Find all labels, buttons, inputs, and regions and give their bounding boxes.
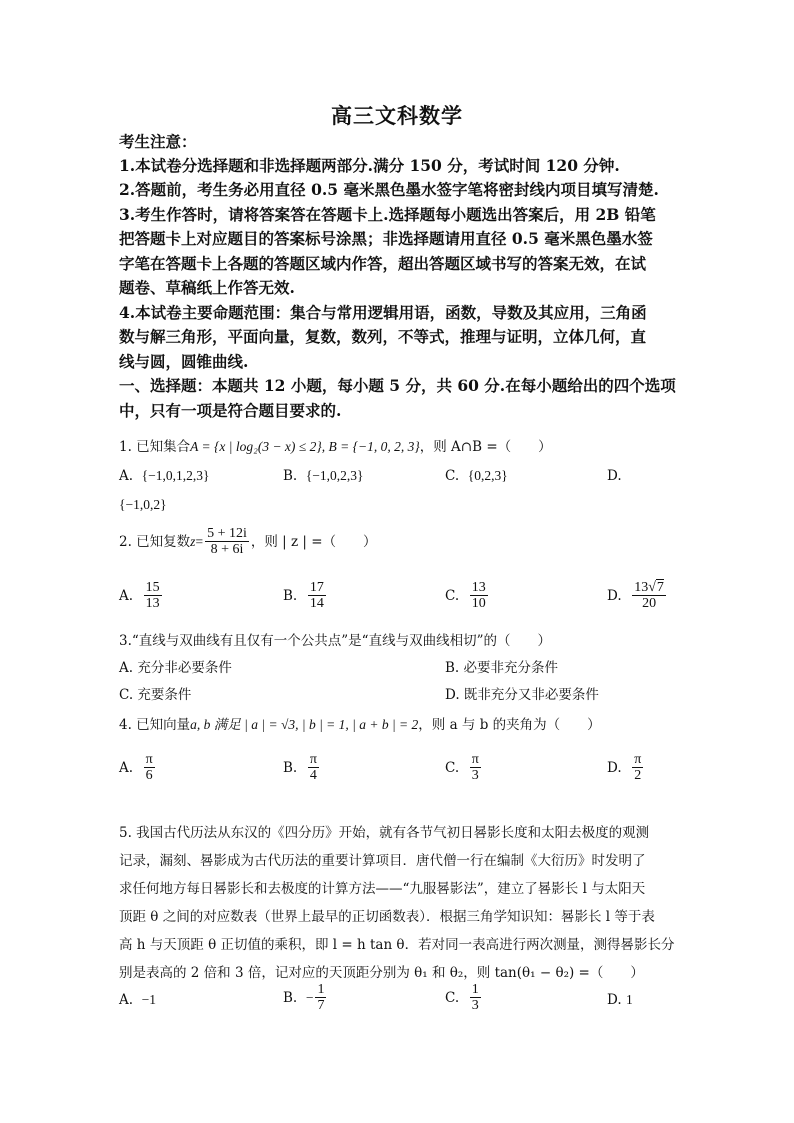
- question-1-stem: [119, 438, 552, 456]
- question-2-fraction: $\frac{5 + 12i}{8 + 6i}$: [207, 526, 247, 557]
- notice-line-4b: 数与解三角形，平面向量，复数，数列，不等式，推理与证明，立体几何，直: [119, 327, 647, 346]
- question-4-option-d: D. $\frac{\pi}{2}$: [607, 752, 642, 783]
- question-1-option-b: B. {−1,0,2,3}: [283, 468, 364, 484]
- question-5-line-4: 顶距 θ 之间的对应数表（世界上最早的正切函数表）．根据三角学知识知：晷影长 l 等于表: [119, 909, 655, 925]
- notice-line-4c: 线与圆，圆锥曲线.: [119, 352, 249, 371]
- question-1-sets: A = {x | log₂(3 − x) ≤ 2}, B = {−1, 0, 2, 3}: [190, 439, 420, 454]
- notice-line-4a: 4.本试卷主要命题范围：集合与常用逻辑用语，函数，导数及其应用，三角函: [119, 303, 647, 322]
- question-4-option-a: A. $\frac{\pi}{6}$: [119, 752, 153, 783]
- question-4-option-c: C. $\frac{\pi}{3}$: [445, 752, 479, 783]
- question-4-stem: 4. 已知向量a, b 满足 | a | = √3, | b | = 1, | a + b | = 2，则 a 与 b 的夹角为（ ）: [119, 717, 601, 733]
- question-3-option-b: B. 必要非充分条件: [445, 660, 559, 676]
- page-title: 高三文科数学: [331, 103, 463, 128]
- question-1-suffix: ，则 A∩B =（ ）: [419, 439, 552, 455]
- question-3-option-a: A. 充分非必要条件: [119, 660, 232, 676]
- notice-line-3b: 把答题卡上对应题目的答案标号涂黑；非选择题请用直径 0.5 毫米黑色墨水签: [119, 229, 653, 248]
- question-1-option-c: C. {0,2,3}: [445, 468, 508, 484]
- notice-line-1: 1.本试卷分选择题和非选择题两部分.满分 150 分，考试时间 120 分钟.: [119, 156, 620, 175]
- question-2-option-c: C. $\frac{13}{10}$: [445, 580, 486, 611]
- question-5-line-6: 别是表高的 2 倍和 3 倍，记对应的天顶距分别为 θ₁ 和 θ₂，则 tan(θ₁ − θ₂) =（ ）: [119, 965, 644, 981]
- question-5-option-c: C. $\frac{1}{3}$: [445, 982, 479, 1013]
- question-4-condition: a, b 满足 | a | = √3, | b | = 1, | a + b | = 2: [190, 717, 419, 732]
- question-1-option-a: A. {−1,0,1,2,3}: [119, 468, 210, 484]
- notice-heading: 考生注意：: [119, 132, 197, 151]
- notice-line-3a: 3.考生作答时，请将答案答在答题卡上.选择题每小题选出答案后，用 2B 铅笔: [119, 205, 656, 224]
- question-5-option-b: B. − $\frac{1}{7}$: [283, 982, 325, 1013]
- question-1-prefix: 1. 已知集合: [119, 439, 191, 455]
- section-heading-line-2: 中，只有一项是符合题目要求的.: [119, 401, 342, 420]
- question-5-line-5: 高 h 与天顶距 θ 正切值的乘积，即 l = h tan θ．若对同一表高进行两次测量，测得晷影长分: [119, 937, 675, 953]
- question-1-option-d: {−1,0,2}: [119, 497, 167, 512]
- question-3-option-c: C. 充要条件: [119, 687, 192, 703]
- section-heading-line-1: 一、选择题：本题共 12 小题，每小题 5 分，共 60 分.在每小题给出的四个选项: [119, 376, 676, 395]
- question-2-option-d: D. $\frac{13√7}{20}$: [607, 580, 664, 611]
- question-3-option-d: D. 既非充分又非必要条件: [445, 687, 599, 703]
- question-2-option-b: B. $\frac{17}{14}$: [283, 580, 324, 611]
- question-5-line-2: 记录，漏刻、晷影成为古代历法的重要计算项目．唐代僧一行在编制《大衍历》时发明了: [119, 853, 646, 869]
- question-5-line-3: 求任何地方每日晷影长和去极度的计算方法——“九服晷影法”，建立了晷影长 l 与太阳天: [119, 881, 646, 897]
- question-2-stem: 2. 已知复数 z = $\frac{5 + 12i}{8 + 6i}$ ，则 | z | =（ ）: [119, 526, 377, 557]
- question-5-option-a: A. −1: [119, 992, 157, 1008]
- question-4-option-b: B. $\frac{\pi}{4}$: [283, 752, 317, 783]
- notice-line-3c: 字笔在答题卡上各题的答题区域内作答，超出答题区域书写的答案无效，在试: [119, 254, 647, 273]
- question-3-stem: 3.“直线与双曲线有且仅有一个公共点”是“直线与双曲线相切”的（ ）: [119, 633, 551, 649]
- question-5-line-1: 5. 我国古代历法从东汉的《四分历》开始，就有各节气初日晷影长度和太阳去极度的观测: [119, 825, 650, 841]
- notice-line-2: 2.答题前，考生务必用直径 0.5 毫米黑色墨水签字笔将密封线内项目填写清楚.: [119, 180, 659, 199]
- question-1-option-d-label: D.: [607, 468, 622, 484]
- question-2-option-a: A. $\frac{15}{13}$: [119, 580, 160, 611]
- notice-line-3d: 题卷、草稿纸上作答无效.: [119, 278, 295, 297]
- question-5-option-d: D. 1: [607, 992, 633, 1008]
